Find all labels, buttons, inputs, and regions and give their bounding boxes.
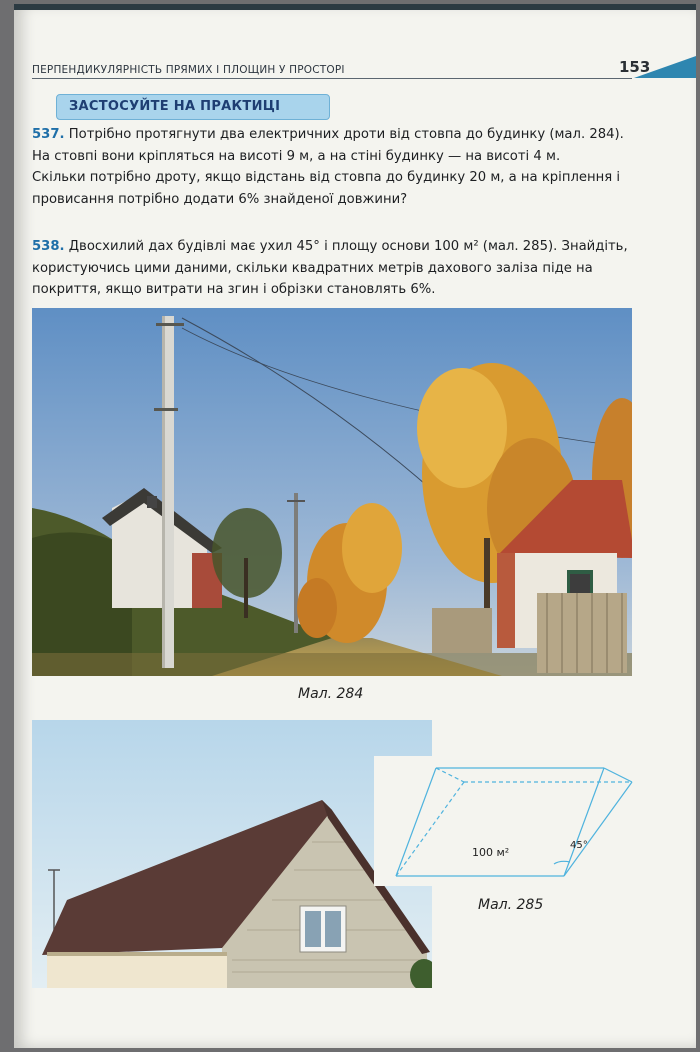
photo-285 [32,720,432,988]
problem-537 [32,124,642,210]
page-number: 153 [619,58,651,76]
problem-538-text [32,236,642,301]
problem-paragraph: Двосхилий дах будівлі має ухил 45° і площу основи 100 м² (мал. 285). Знайдіть, користуючись цими даними, скільки квадратних метрів дахового заліза піде на покриття, якщо витрати на згин і обрізки становлять 6%. [32,239,628,297]
village-street-photo [32,308,632,676]
section-badge [56,94,330,120]
problem-paragraph: Скільки потрібно дроту, якщо відстань від стовпа до будинку 20 м, а на кріплення і провисання потрібно додати 6% знайденої довжини? [32,170,621,207]
textbook-page [14,4,696,1048]
gable-roof-house-photo [32,720,432,988]
problem-537-text [32,124,642,167]
header-wedge-decoration [634,56,696,78]
problem-number: 537. [32,127,65,142]
problem-number: 538. [32,239,65,254]
problem-paragraph: Потрібно протягнути два електричних дроти від стовпа до будинку (мал. 284). На стовпі вони кріпляться на висоті 9 м, а на стіні будинку — на висоті 4 м. [32,127,624,164]
caption-284: Мал. 284 [298,686,364,702]
area-label: 100 м² [472,846,510,859]
header-rule [32,78,632,79]
diagram-285 [374,756,636,886]
photo-284 [32,308,632,676]
section-title: ЗАСТОСУЙТЕ НА ПРАКТИЦІ [69,99,281,114]
page-header [32,56,696,80]
top-strip [14,4,696,10]
chapter-title: ПЕРПЕНДИКУЛЯРНІСТЬ ПРЯМИХ І ПЛОЩИН У ПРОСТОРІ [32,64,345,76]
problem-537-question [32,167,642,210]
roof-prism-diagram [374,756,636,886]
caption-285: Мал. 285 [478,897,544,913]
problem-538 [32,236,642,301]
angle-label: 45° [570,840,588,851]
